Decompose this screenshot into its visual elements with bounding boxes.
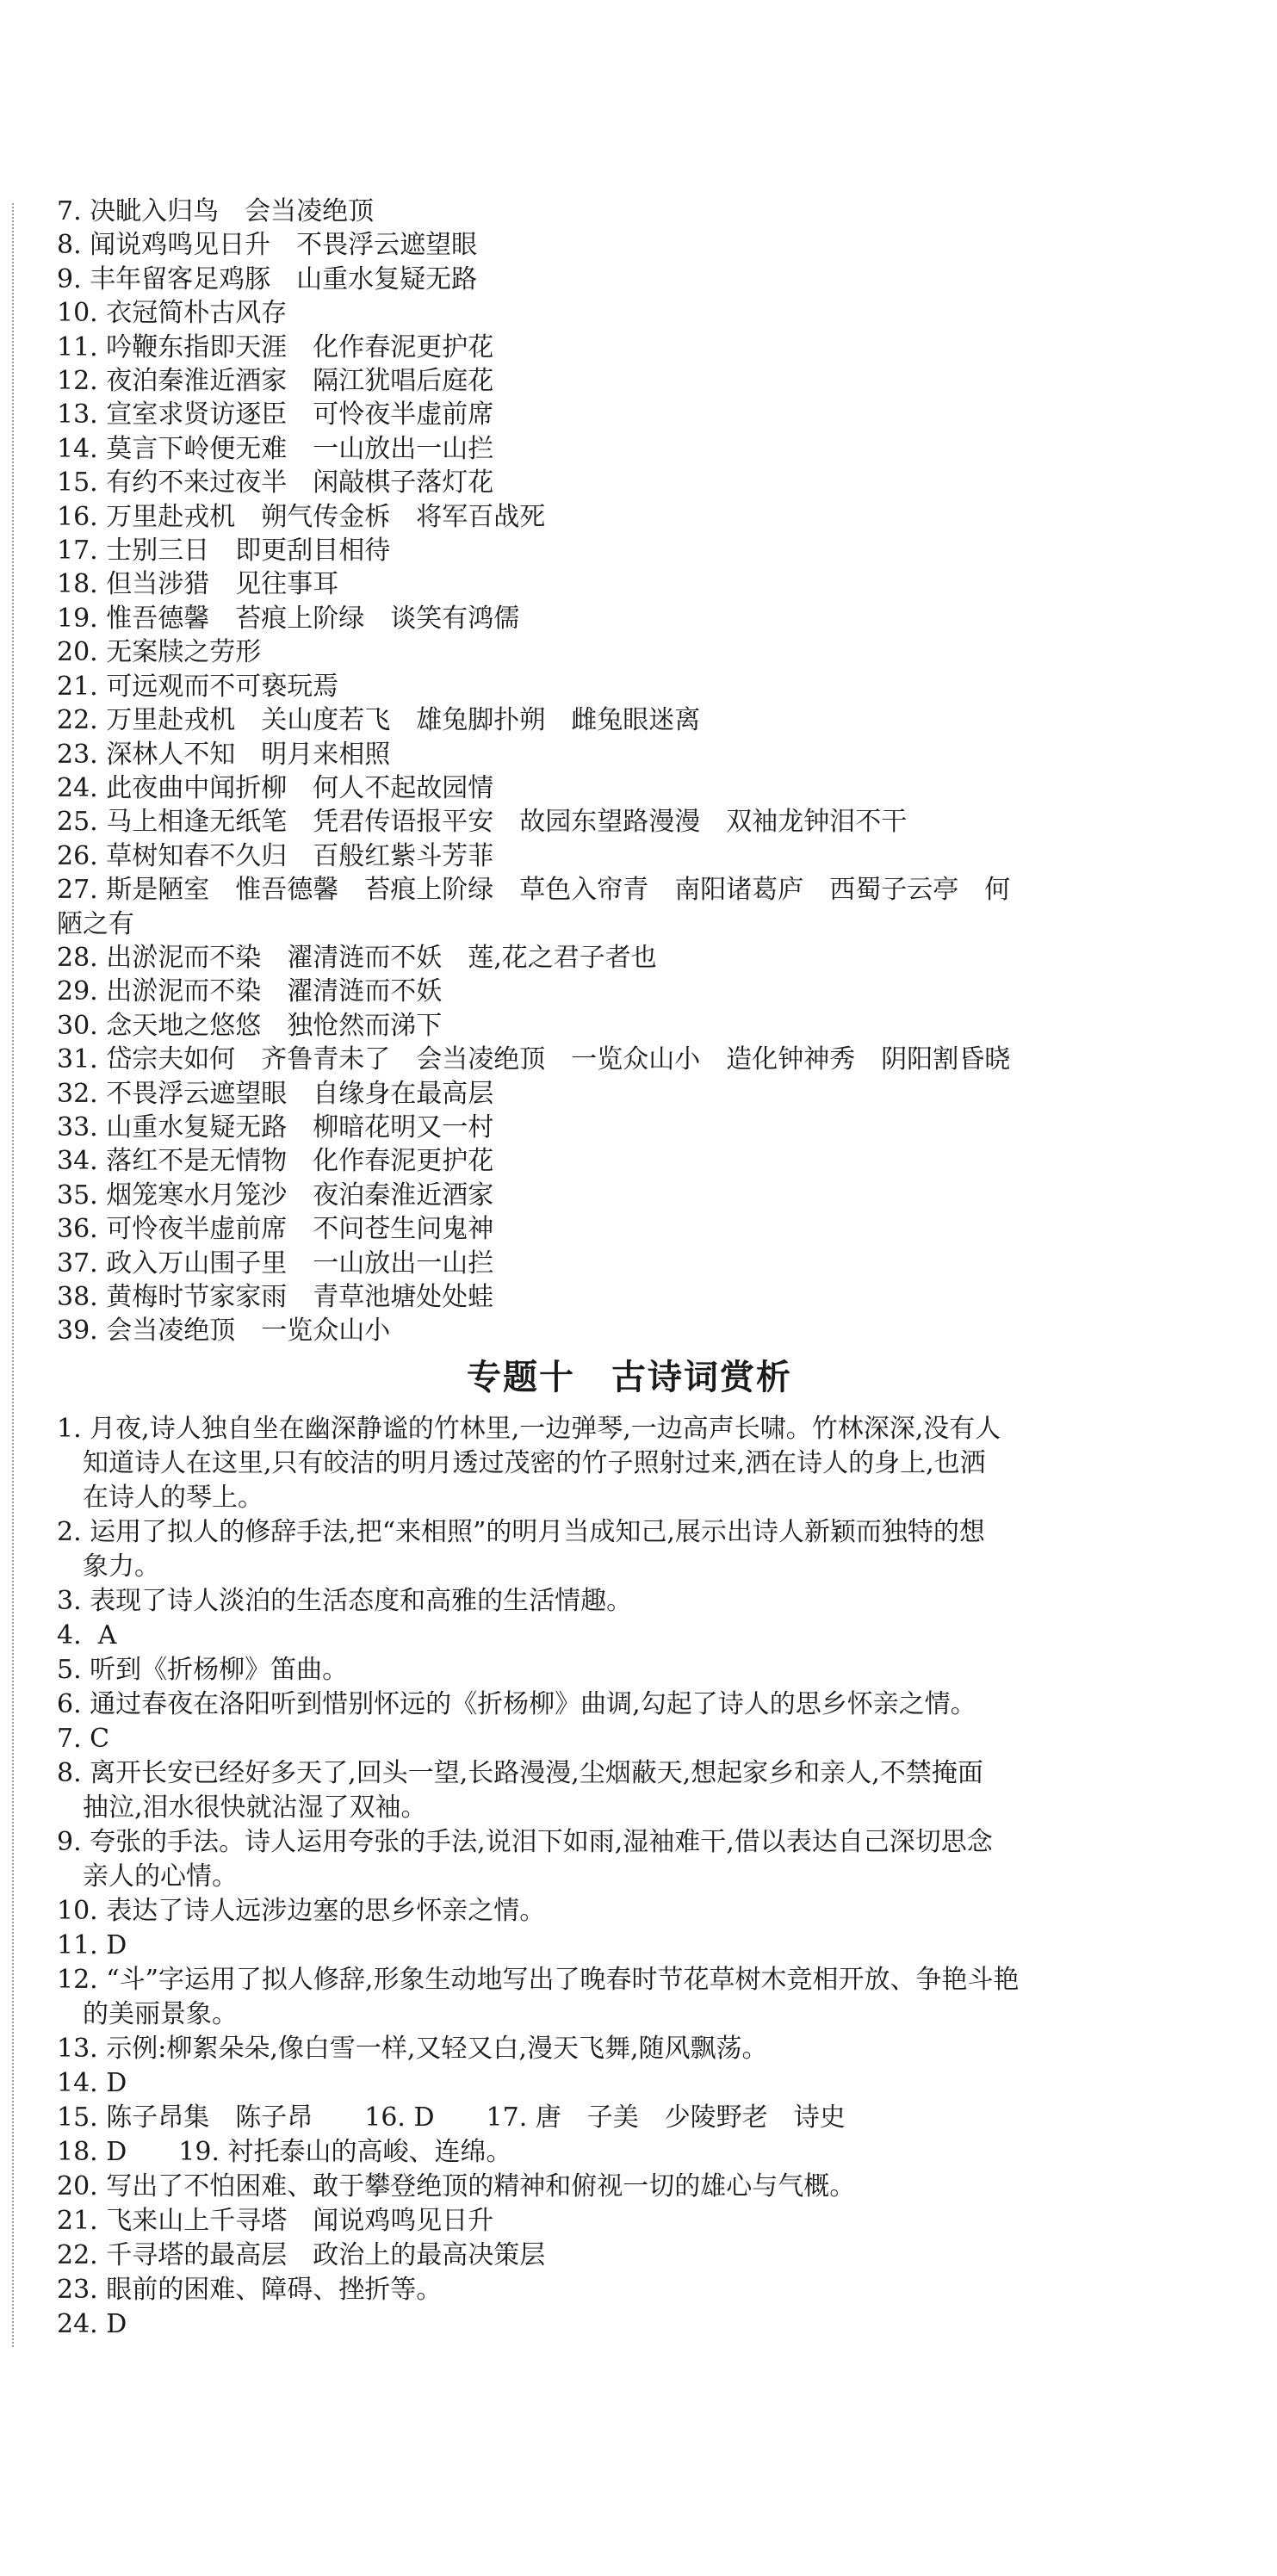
answer-line: 25. 马上相逢无纸笔 凭君传语报平安 故园东望路漫漫 双袖龙钟泪不干 <box>57 807 908 838</box>
answer-line: 21. 可远观而不可亵玩焉 <box>57 671 339 702</box>
answer-line: 23. 深林人不知 明月来相照 <box>57 739 391 770</box>
answer-line: 11. D <box>57 1929 127 1960</box>
answer-line: 24. D <box>57 2308 127 2339</box>
answer-item <box>57 2101 1202 2135</box>
answer-line: 8. 闻说鸡鸣见日升 不畏浮云遮望眼 <box>57 230 478 261</box>
answer-line: 10. 衣冠简朴古风存 <box>57 298 288 329</box>
answer-item <box>57 2204 1202 2239</box>
answer-line: 23. 眼前的困难、障碍、挫折等。 <box>57 2274 443 2305</box>
part2-answer-list <box>57 1412 1202 2342</box>
answer-item <box>57 1515 1202 1584</box>
answer-item <box>57 1619 1202 1653</box>
answer-line: 15. 陈子昂集 陈子昂 16. D 17. 唐 子美 少陵野老 诗史 <box>57 2102 846 2133</box>
answer-item <box>57 1687 1202 1722</box>
answer-line: 22. 万里赴戎机 关山度若飞 雄兔脚扑朔 雌兔眼迷离 <box>57 705 701 736</box>
answer-item <box>57 2170 1202 2204</box>
answer-item <box>57 1929 1202 1963</box>
answer-line: 11. 吟鞭东指即天涯 化作春泥更护花 <box>57 331 494 362</box>
answer-line: 陋之有 <box>57 908 134 939</box>
answer-item <box>57 2135 1202 2170</box>
answer-line: 5. 听到《折杨柳》笛曲。 <box>57 1654 349 1685</box>
answer-line: 17. 士别三日 即更刮目相待 <box>57 536 391 567</box>
section-title: 专题十 古诗词赏析 <box>467 1357 792 1397</box>
answer-line: 15. 有约不来过夜半 闲敲棋子落灯花 <box>57 468 494 498</box>
answer-line: 14. D <box>57 2067 127 2098</box>
answer-line: 33. 山重水复疑无路 柳暗花明又一村 <box>57 1112 494 1142</box>
answer-line: 12. “斗”字运用了拟人修辞,形象生动地写出了晚春时节花草树木竞相开放、争艳斗艳 <box>57 1964 1020 1995</box>
answer-line: 29. 出淤泥而不染 濯清涟而不妖 <box>57 976 443 1007</box>
answer-line: 14. 莫言下岭便无难 一山放出一山拦 <box>57 433 494 464</box>
answer-line: 2. 运用了拟人的修辞手法,把“来相照”的明月当成知己,展示出诗人新颖而独特的想 <box>57 1516 985 1547</box>
answer-line: 8. 离开长安已经好多天了,回头一望,长路漫漫,尘烟蔽天,想起家乡和亲人,不禁掩面 <box>57 1757 983 1788</box>
answer-line: 28. 出淤泥而不染 濯清涟而不妖 莲,花之君子者也 <box>57 942 657 973</box>
answer-line: 20. 无案牍之劳形 <box>57 637 262 668</box>
answer-line: 6. 通过春夜在洛阳听到惜别怀远的《折杨柳》曲调,勾起了诗人的思乡怀亲之情。 <box>57 1688 976 1719</box>
answer-line: 39. 会当凌绝顶 一览众山小 <box>57 1316 391 1347</box>
answer-line: 4. A <box>57 1619 117 1650</box>
answer-item <box>57 1756 1202 1825</box>
answer-line: 的美丽景象。 <box>83 1998 238 2029</box>
answer-item <box>57 2066 1202 2101</box>
part1-answer-list <box>57 195 1202 1348</box>
answer-line: 抽泣,泪水很快就沾湿了双袖。 <box>83 1792 427 1823</box>
answer-item <box>57 1584 1202 1619</box>
answer-line: 21. 飞来山上千寻塔 闻说鸡鸣见日升 <box>57 2205 494 2236</box>
answer-line: 34. 落红不是无情物 化作春泥更护花 <box>57 1146 494 1177</box>
answer-line: 9. 夸张的手法。诗人运用夸张的手法,说泪下如雨,湿袖难干,借以表达自己深切思念 <box>57 1826 993 1857</box>
answer-line: 38. 黄梅时节家家雨 青草池塘处处蛙 <box>57 1282 494 1312</box>
answer-line: 37. 政入万山围子里 一山放出一山拦 <box>57 1248 494 1279</box>
answer-line: 12. 夜泊秦淮近酒家 隔江犹唱后庭花 <box>57 366 494 397</box>
answer-line: 知道诗人在这里,只有皎洁的明月透过茂密的竹子照射过来,洒在诗人的身上,也洒 <box>83 1447 986 1478</box>
answer-line: 24. 此夜曲中闻折柳 何人不起故园情 <box>57 772 494 803</box>
answer-line: 1. 月夜,诗人独自坐在幽深静谧的竹林里,一边弹琴,一边高声长啸。竹林深深,没有人 <box>57 1413 1001 1444</box>
answer-line: 7. C <box>57 1723 110 1754</box>
answer-line: 27. 斯是陋室 惟吾德馨 苔痕上阶绿 草色入帘青 南阳诸葛庐 西蜀子云亭 何 <box>57 875 1011 906</box>
answer-item <box>57 2273 1202 2307</box>
answer-line: 36. 可怜夜半虚前席 不问苍生问鬼神 <box>57 1214 494 1245</box>
answer-item <box>57 1412 1202 1515</box>
answer-item <box>57 1894 1202 1929</box>
answer-line: 亲人的心情。 <box>83 1861 238 1892</box>
answer-line: 象力。 <box>83 1551 160 1582</box>
answer-line: 18. D 19. 衬托泰山的高峻、连绵。 <box>57 2136 512 2167</box>
answer-line: 3. 表现了诗人淡泊的生活态度和高雅的生活情趣。 <box>57 1585 633 1616</box>
answer-item <box>57 1963 1202 2032</box>
answer-line: 26. 草树知春不久归 百般红紫斗芳菲 <box>57 840 494 871</box>
answer-item <box>57 2307 1202 2342</box>
answer-column <box>57 195 1202 2342</box>
answer-line: 35. 烟笼寒水月笼沙 夜泊秦淮近酒家 <box>57 1180 494 1211</box>
answer-line: 13. 宣室求贤访逐臣 可怜夜半虚前席 <box>57 399 494 430</box>
answer-item <box>57 1653 1202 1687</box>
answer-item <box>57 1825 1202 1894</box>
answer-line: 在诗人的琴上。 <box>83 1482 263 1513</box>
answer-item <box>57 1722 1202 1756</box>
answer-item <box>57 2032 1202 2066</box>
answer-line: 18. 但当涉猎 见往事耳 <box>57 569 339 600</box>
answer-line: 32. 不畏浮云遮望眼 自缘身在最高层 <box>57 1078 494 1109</box>
answer-line: 19. 惟吾德馨 苔痕上阶绿 谈笑有鸿儒 <box>57 603 520 634</box>
answer-line: 20. 写出了不怕困难、敢于攀登绝顶的精神和俯视一切的雄心与气概。 <box>57 2170 856 2201</box>
answer-item <box>57 2239 1202 2273</box>
answer-line: 31. 岱宗夫如何 齐鲁青未了 会当凌绝顶 一览众山小 造化钟神秀 阴阳割昏晓 <box>57 1044 1011 1075</box>
answer-line: 10. 表达了诗人远涉边塞的思乡怀亲之情。 <box>57 1895 546 1926</box>
answer-line: 9. 丰年留客足鸡豚 山重水复疑无路 <box>57 263 478 294</box>
answer-line: 7. 决眦入归鸟 会当凌绝顶 <box>57 196 375 226</box>
answer-line: 22. 千寻塔的最高层 政治上的最高决策层 <box>57 2239 546 2270</box>
dotted-margin-rule <box>12 203 14 2347</box>
answer-line: 13. 示例:柳絮朵朵,像白雪一样,又轻又白,漫天飞舞,随风飘荡。 <box>57 2033 768 2064</box>
answer-line: 30. 念天地之悠悠 独怆然而涕下 <box>57 1010 443 1041</box>
answer-line: 16. 万里赴戎机 朔气传金柝 将军百战死 <box>57 501 546 532</box>
